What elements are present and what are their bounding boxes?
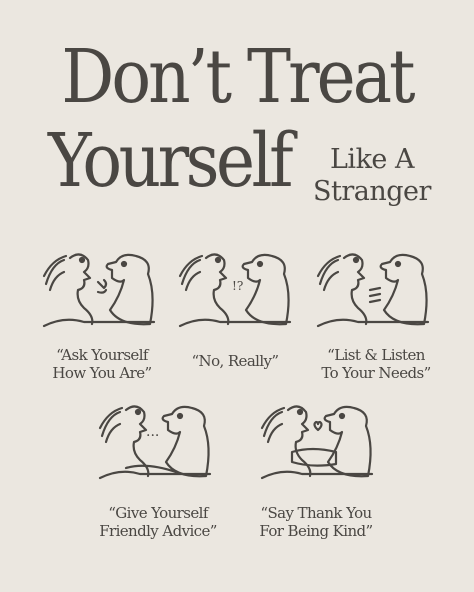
- caption-5: [236, 504, 396, 540]
- panel-illustration-1: [40, 246, 164, 330]
- caption-4-line-2: Friendly Advice”: [99, 522, 217, 540]
- ellipsis-mark: ...: [146, 424, 160, 440]
- faces-illustration: [176, 246, 300, 330]
- caption-5-line-2: For Being Kind”: [259, 522, 373, 540]
- subtitle-line-2: Stranger: [313, 176, 431, 207]
- title-line-2: Yourself: [48, 117, 291, 204]
- caption-3-line-1: “List & Listen: [327, 346, 425, 364]
- subtitle: [302, 144, 442, 208]
- panel-illustration-3: [314, 246, 438, 330]
- faces-illustration: [96, 398, 220, 482]
- caption-2: [155, 352, 315, 370]
- exclaim-question-mark: !?: [232, 279, 244, 293]
- caption-4-line-1: “Give Yourself: [108, 504, 208, 522]
- list-lines-mark: [370, 288, 380, 302]
- scribble-mark: [98, 280, 106, 293]
- panel-illustration-5: [258, 398, 382, 482]
- caption-3-line-2: To Your Needs”: [321, 364, 431, 382]
- heart-icon: [315, 422, 322, 430]
- caption-3: [296, 346, 456, 382]
- caption-4: [78, 504, 238, 540]
- faces-illustration: [258, 398, 382, 482]
- subtitle-line-1: Like A: [330, 144, 414, 175]
- caption-1-line-1: “Ask Yourself: [56, 346, 148, 364]
- panel-illustration-4: [96, 398, 220, 482]
- caption-2-line-1: “No, Really”: [191, 352, 279, 370]
- faces-illustration: [314, 246, 438, 330]
- title-line-1: Don’t Treat: [61, 33, 413, 120]
- faces-illustration: [40, 246, 164, 330]
- panel-illustration-2: [176, 246, 300, 330]
- caption-5-line-1: “Say Thank You: [260, 504, 372, 522]
- caption-1-line-2: How You Are”: [52, 364, 152, 382]
